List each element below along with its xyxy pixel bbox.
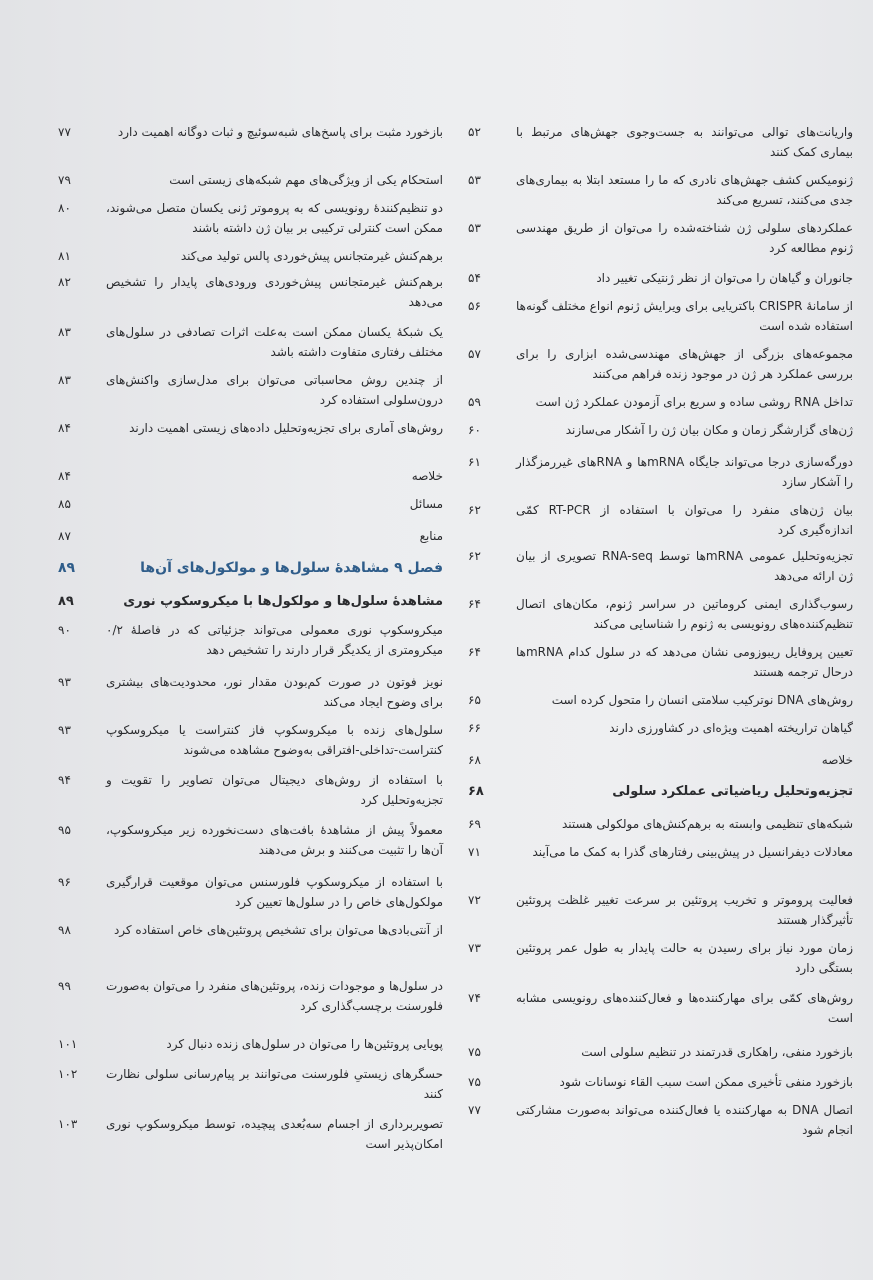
- toc-entry: [468, 218, 853, 258]
- toc-entry: [468, 1100, 853, 1140]
- toc-page-number: ۸۹: [58, 594, 74, 609]
- toc-entry-title: منابع: [419, 529, 443, 543]
- toc-entry-title: استحکام یکی از ویژگی‌های مهم شبکه‌های زیستی است: [169, 173, 443, 187]
- toc-entry: [468, 642, 853, 682]
- toc-entry: [468, 718, 853, 738]
- toc-entry-title: پویایی پروتئین‌ها را می‌توان در سلول‌های زنده دنبال کرد: [166, 1037, 443, 1051]
- toc-page-number: ۵۲: [468, 125, 481, 139]
- toc-entry-title: شبکه‌های تنظیمی وابسته به برهم‌کنش‌های مولکولی هستند: [562, 817, 853, 831]
- toc-entry-title: نویز فوتون در صورت کم‌بودن مقدار نور، محدودیت‌های بیشتری برای وضوح ایجاد می‌کند: [106, 675, 443, 709]
- toc-page-number: ۷۷: [468, 1103, 481, 1117]
- toc-entry-title: برهم‌کنش غیرمتجانس پیش‌خوردی ورودی‌های پایدار را تشخیص می‌دهد: [106, 275, 443, 309]
- toc-entry: [58, 820, 443, 860]
- toc-entry: [58, 322, 443, 362]
- toc-entry-title: روش‌های DNA نوترکیب سلامتی انسان را متحول کرده است: [551, 693, 853, 707]
- toc-page-number: ۹۸: [58, 923, 71, 937]
- toc-entry-title: دورگه‌سازی درجا می‌تواند جایگاه mRNAها و RNAهای غیررمزگذار را آشکار سازد: [516, 455, 853, 489]
- toc-entry-title: ژنومیکس کشف جهش‌های نادری که ما را مستعد ابتلا به بیماری‌های جدی می‌کنند، تسریع می‌کند: [516, 173, 853, 207]
- toc-entry-title: واریانت‌های توالی می‌توانند به جست‌وجوی جهش‌های مرتبط با بیماری کمک کنند: [516, 125, 853, 159]
- toc-entry: [58, 466, 443, 486]
- toc-entry: [468, 988, 853, 1028]
- toc-entry: [58, 198, 443, 238]
- toc-entry: [58, 920, 443, 940]
- toc-entry: [468, 420, 853, 440]
- toc-entry-title: بازخورد منفی تأخیری ممکن است سبب القاء نوسانات شود: [559, 1075, 853, 1089]
- toc-entry: [58, 370, 443, 410]
- toc-entry: [58, 272, 443, 312]
- toc-entry-title: عملکردهای سلولی ژن شناخته‌شده را می‌توان از طریق مهندسی ژنوم مطالعه کرد: [516, 221, 853, 255]
- toc-entry: [468, 890, 853, 930]
- toc-entry-title: معمولاً پیش از مشاهدهٔ بافت‌های دست‌نخورده زیر میکروسکوپ، آن‌ها را تثبیت می‌کنند و برش می‌دهند: [106, 823, 443, 857]
- toc-page-number: ۸۴: [58, 421, 71, 435]
- toc-page-number: ۶۹: [468, 817, 481, 831]
- toc-page-number: ۷۹: [58, 173, 71, 187]
- toc-page-number: ۹۳: [58, 675, 71, 689]
- toc-entry: [58, 170, 443, 190]
- toc-entry-title: در سلول‌ها و موجودات زنده، پروتئین‌های منفرد را می‌توان به‌صورت فلورسنت برچسب‌گذاری کرد: [106, 979, 443, 1013]
- toc-entry-title: جانوران و گیاهان را می‌توان از نظر ژنتیکی تغییر داد: [596, 271, 853, 285]
- toc-page-number: ۸۰: [58, 201, 71, 215]
- toc-entry: [468, 938, 853, 978]
- toc-page-number: ۸۳: [58, 325, 71, 339]
- toc-entry: [468, 690, 853, 710]
- toc-entry-title: بازخورد مثبت برای پاسخ‌های شبه‌سوئیچ و ثبات دوگانه اهمیت دارد: [117, 125, 443, 139]
- toc-page-number: ۶۶: [468, 721, 481, 735]
- toc-page-number: ۵۳: [468, 173, 481, 187]
- toc-entry: [468, 170, 853, 210]
- toc-page-number: ۹۶: [58, 875, 71, 889]
- toc-entry-title: تعیین پروفایل ریبوزومی نشان می‌دهد که در سلول کدام mRNAها درحال ترجمه هستند: [516, 645, 853, 679]
- toc-page-number: ۸۹: [58, 560, 76, 576]
- toc-entry: [468, 842, 853, 862]
- toc-entry: [468, 1042, 853, 1062]
- toc-entry-title: اتصال DNA به مهارکننده یا فعال‌کننده می‌تواند به‌صورت مشارکتی انجام شود: [516, 1103, 853, 1137]
- toc-page-number: ۶۰: [468, 423, 481, 437]
- toc-page-number: ۵۷: [468, 347, 481, 361]
- toc-entry: [468, 500, 853, 540]
- toc-entry: [58, 1034, 443, 1054]
- toc-entry-title: سلول‌های زنده با میکروسکوپ فاز کنتراست یا میکروسکوپ کنتراست-تداخلی-افتراقی به‌وضوح مشاهده می‌شوند: [106, 723, 443, 757]
- toc-page-number: ۷۳: [468, 941, 481, 955]
- toc-page-number: ۶۴: [468, 597, 481, 611]
- toc-entry: [468, 392, 853, 412]
- toc-page-number: ۶۸: [468, 753, 481, 767]
- toc-page-number: ۹۰: [58, 623, 71, 637]
- toc-entry: [58, 526, 443, 546]
- toc-entry: [468, 268, 853, 288]
- toc-entry: [58, 494, 443, 514]
- toc-entry: [58, 720, 443, 760]
- toc-page-number: ۵۶: [468, 299, 481, 313]
- toc-entry-title: مشاهدهٔ سلول‌ها و مولکول‌ها با میکروسکوپ نوری: [123, 594, 443, 609]
- toc-entry-title: با استفاده از میکروسکوپ فلورسنس می‌توان موقعیت قرارگیری مولکول‌های خاص را در سلول‌ها تعیین کرد: [106, 875, 443, 909]
- toc-entry: [58, 872, 443, 912]
- toc-entry: [58, 620, 443, 660]
- toc-page-number: ۱۰۳: [58, 1117, 78, 1131]
- toc-page-number: ۸۳: [58, 373, 71, 387]
- toc-section-heading: [468, 782, 853, 802]
- toc-entry-title: خلاصه: [821, 753, 853, 767]
- toc-entry-title: از چندین روش محاسباتی می‌توان برای مدل‌سازی واکنش‌های درون‌سلولی استفاده کرد: [106, 373, 443, 407]
- toc-entry: [58, 1064, 443, 1104]
- toc-entry-title: فصل ۹ مشاهدهٔ سلول‌ها و مولکول‌های آن‌ها: [140, 560, 443, 576]
- toc-entry: [58, 672, 443, 712]
- toc-page-number: ۷۲: [468, 893, 481, 907]
- toc-entry: [468, 122, 853, 162]
- toc-entry-title: معادلات دیفرانسیل در پیش‌بینی رفتارهای گذرا به کمک ما می‌آیند: [532, 845, 853, 859]
- toc-page-number: ۸۱: [58, 249, 71, 263]
- toc-entry: [468, 452, 853, 492]
- toc-entry: [468, 546, 853, 586]
- toc-entry-title: فعالیت پروموتر و تخریب پروتئین بر سرعت تغییر غلظت پروتئین تأثیرگذار هستند: [516, 893, 853, 927]
- toc-entry: [468, 344, 853, 384]
- toc-page-number: ۸۲: [58, 275, 71, 289]
- toc-entry: [58, 770, 443, 810]
- toc-entry-title: زمان مورد نیاز برای رسیدن به حالت پایدار به طول عمر پروتئین بستگی دارد: [516, 941, 853, 975]
- toc-page-number: ۷۷: [58, 125, 71, 139]
- toc-left-column: [58, 0, 443, 1280]
- toc-entry: [468, 296, 853, 336]
- toc-entry-title: ژن‌های گزارشگر زمان و مکان بیان ژن را آشکار می‌سازند: [565, 423, 853, 437]
- toc-entry-title: تصویربرداری از اجسام سه‌بُعدی پیچیده، توسط میکروسکوپ نوری امکان‌پذیر است: [106, 1117, 443, 1151]
- toc-page-number: ۸۴: [58, 469, 71, 483]
- toc-page-number: ۵۳: [468, 221, 481, 235]
- toc-entry: [58, 1114, 443, 1154]
- toc-chapter-heading: [58, 558, 443, 578]
- toc-entry-title: تجزیه‌وتحلیل عمومی mRNAها توسط RNA-seq تصویری از بیان ژن ارائه می‌دهد: [516, 549, 853, 583]
- toc-page-number: ۶۵: [468, 693, 481, 707]
- toc-entry-title: از آنتی‌بادی‌ها می‌توان برای تشخیص پروتئین‌های خاص استفاده کرد: [113, 923, 443, 937]
- toc-entry-title: رسوب‌گذاری ایمنی کروماتین در سراسر ژنوم، مکان‌های اتصال تنظیم‌کننده‌های رونویسی به ژنوم را شناسایی می‌کند: [516, 597, 853, 631]
- toc-page-number: ۷۵: [468, 1075, 481, 1089]
- toc-entry-title: روش‌های کمّی برای مهارکننده‌ها و فعال‌کننده‌های رونویسی مشابه است: [516, 991, 853, 1025]
- toc-page-number: ۹۳: [58, 723, 71, 737]
- toc-entry: [58, 122, 443, 142]
- toc-page-number: ۸۷: [58, 529, 71, 543]
- toc-page-number: ۷۵: [468, 1045, 481, 1059]
- toc-entry-title: بازخورد منفی، راهکاری قدرتمند در تنظیم سلولی است: [581, 1045, 853, 1059]
- toc-entry-title: بیان ژن‌های منفرد را می‌توان با استفاده از RT-PCR کمّی اندازه‌گیری کرد: [516, 503, 854, 537]
- toc-page-number: ۶۲: [468, 549, 481, 563]
- toc-page-number: ۸۵: [58, 497, 71, 511]
- toc-page-number: ۹۵: [58, 823, 71, 837]
- toc-entry-title: تداخل RNA روشی ساده و سریع برای آزمودن عملکرد ژن است: [535, 395, 853, 409]
- toc-entry-title: مسائل: [409, 497, 443, 511]
- toc-entry: [58, 976, 443, 1016]
- toc-entry-title: گیاهان تراریخته اهمیت ویژه‌ای در کشاورزی دارند: [609, 721, 853, 735]
- toc-entry-title: مجموعه‌های بزرگی از جهش‌های مهندسی‌شده ابزاری را برای بررسی عملکرد هر ژن در موجود زنده فراهم می‌کنند: [516, 347, 853, 381]
- toc-entry-title: میکروسکوپ نوری معمولی می‌تواند جزئیاتی که در فاصلهٔ ۰/۲ میکرومتری از یکدیگر قرار دارند را تشخیص دهد: [106, 623, 443, 657]
- toc-page-number: ۶۴: [468, 645, 481, 659]
- toc-entry-title: تجزیه‌وتحلیل ریاضیاتی عملکرد سلولی: [612, 784, 853, 799]
- toc-section-heading: [58, 592, 443, 612]
- toc-entry-title: از سامانهٔ CRISPR باکتریایی برای ویرایش ژنوم انواع مختلف گونه‌ها استفاده شده است: [516, 299, 853, 333]
- toc-page-number: ۶۱: [468, 455, 481, 469]
- toc-entry: [468, 750, 853, 770]
- toc-entry-title: خلاصه: [411, 469, 443, 483]
- toc-page-number: ۱۰۱: [58, 1037, 78, 1051]
- toc-page-number: ۶۸: [468, 784, 484, 799]
- toc-entry: [468, 814, 853, 834]
- toc-entry-title: با استفاده از روش‌های دیجیتال می‌توان تصاویر را تقویت و تجزیه‌وتحلیل کرد: [106, 773, 443, 807]
- toc-entry: [468, 594, 853, 634]
- toc-entry: [58, 246, 443, 266]
- toc-entry-title: حسگرهای زیستیِ فلورسنت می‌توانند بر پیام‌رسانی سلولی نظارت کنند: [106, 1067, 443, 1101]
- toc-right-column: [468, 0, 853, 1280]
- toc-page-number: ۵۹: [468, 395, 481, 409]
- toc-page-number: ۹۴: [58, 773, 71, 787]
- toc-entry-title: برهم‌کنش غیرمتجانس پیش‌خوردی پالس تولید می‌کند: [180, 249, 443, 263]
- toc-entry: [58, 418, 443, 438]
- toc-entry: [468, 1072, 853, 1092]
- toc-page-number: ۵۴: [468, 271, 481, 285]
- toc-entry-title: روش‌های آماری برای تجزیه‌وتحلیل داده‌های زیستی اهمیت دارند: [129, 421, 443, 435]
- toc-entry-title: یک شبکهٔ یکسان ممکن است به‌علت اثرات تصادفی در سلول‌های مختلف رفتاری متفاوت داشته باشد: [106, 325, 443, 359]
- toc-page-number: ۶۲: [468, 503, 481, 517]
- toc-page-number: ۹۹: [58, 979, 71, 993]
- toc-entry-title: دو تنظیم‌کنندهٔ رونویسی که به پروموتر ژنی یکسان متصل می‌شوند، ممکن است کنترلی ترکیبی بر بیان ژن داشته باشند: [106, 201, 443, 235]
- toc-page-number: ۷۴: [468, 991, 481, 1005]
- toc-page-number: ۱۰۲: [58, 1067, 78, 1081]
- toc-page-number: ۷۱: [468, 845, 481, 859]
